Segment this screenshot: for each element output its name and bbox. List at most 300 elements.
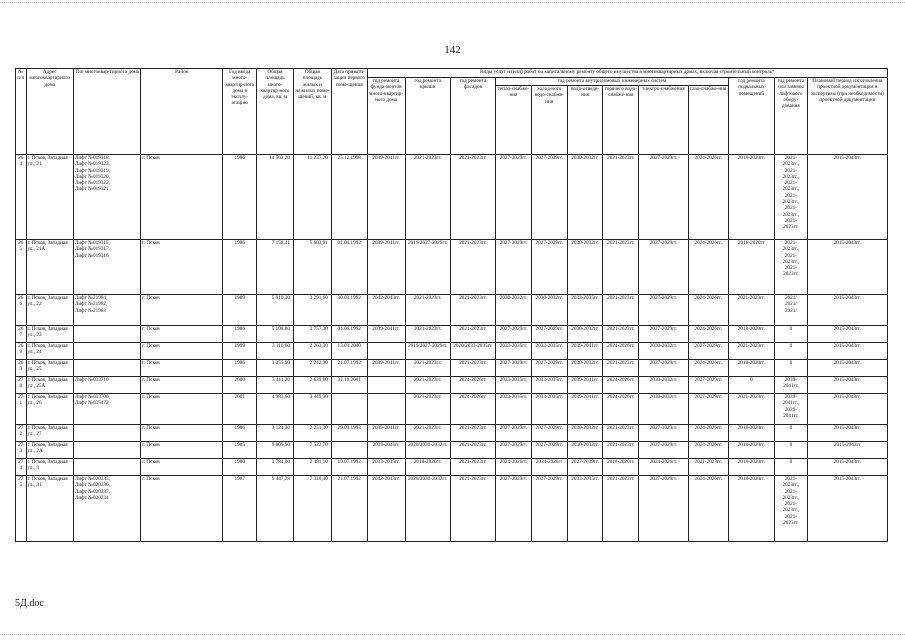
cell-cold-water: 2027-2029гг. bbox=[531, 476, 567, 542]
cell-heat: 2024-2026гг. bbox=[496, 459, 532, 476]
elevator-line: 2023гг., bbox=[782, 507, 800, 514]
elevator-line: 2041гг., bbox=[782, 400, 800, 407]
cell-date: 13.03.2000 bbox=[331, 343, 367, 360]
cell-address: г. Псков, Западная ул., 25 bbox=[26, 360, 73, 377]
lifts-line: Лифт №019320, bbox=[74, 173, 110, 180]
cell-district: г. Псков bbox=[141, 394, 223, 425]
cell-sewer: 2033-2035гг. bbox=[567, 295, 603, 326]
cell-basement: 2018-2020гг. bbox=[728, 326, 774, 343]
cell-date: 30.03.1992 bbox=[331, 295, 367, 326]
cell-electric: 2027-2029гг. bbox=[639, 240, 688, 295]
cell-sewer: 2039-2041гг. bbox=[567, 377, 603, 394]
cell-date: 01.04.1992 bbox=[331, 240, 367, 295]
cell-num: 267 bbox=[16, 326, 27, 343]
cell-foundation: 2039-2041гг. bbox=[367, 155, 405, 240]
cell-gas: 2021-2023гг. bbox=[688, 459, 728, 476]
cell-foundation: 2042-2043гг. bbox=[367, 295, 405, 326]
cell-elevator bbox=[775, 459, 808, 476]
header-living-area: Общая площадь жилых и нежилых поме-щений, кв. м bbox=[293, 69, 331, 155]
cell-basement: 2018-2020гг. bbox=[728, 425, 774, 442]
elevator-line: 2021/ bbox=[784, 307, 797, 314]
cell-elevator bbox=[775, 326, 808, 343]
cell-date bbox=[331, 442, 367, 459]
cell-basement: 2021-2023гг. bbox=[728, 295, 774, 326]
elevator-line: 2021/ bbox=[784, 295, 797, 301]
elevator-line: 2021- bbox=[784, 205, 797, 212]
cell-total: 3 411,20 bbox=[257, 377, 294, 394]
table-row bbox=[16, 377, 888, 394]
cell-gas: 2024-2026гг. bbox=[688, 442, 728, 459]
cell-basement: 2021-2023гг. bbox=[728, 343, 774, 360]
cell-address: г. Псков, Западная ул., 24 bbox=[26, 343, 73, 360]
header-basement: год ремонта подвальных помещений bbox=[728, 78, 774, 155]
cell-living: 2 639,80 bbox=[293, 377, 331, 394]
cell-year: 1986 bbox=[223, 240, 257, 295]
lifts-line: Лифт №020235, bbox=[74, 476, 110, 482]
cell-elevator bbox=[775, 425, 808, 442]
table-row bbox=[16, 326, 888, 343]
cell-address: г. Псков, Западная ул., 21 bbox=[26, 155, 73, 240]
cell-living: 7 522,70 bbox=[293, 442, 331, 459]
cell-roof: 2019/2027-2029гг. bbox=[405, 240, 450, 295]
cell-year: 1986 bbox=[223, 425, 257, 442]
cell-lifts bbox=[73, 240, 140, 295]
cell-address: г. Псков, Западная ул., 26 bbox=[26, 394, 73, 425]
header-privat-date: Дата привати-зации первого поме-щения bbox=[331, 69, 367, 155]
cell-hot-water: 2024-2026гг. bbox=[603, 394, 639, 425]
cell-total: 5 610,30 bbox=[257, 295, 294, 326]
cell-electric: 2027-2029гг. bbox=[639, 442, 688, 459]
cell-living: 3 449,90 bbox=[293, 394, 331, 425]
lifts-line: Лифт №019317, bbox=[74, 246, 110, 253]
cell-year: 1999 bbox=[223, 343, 257, 360]
cell-facade: 2021-2023гг. bbox=[450, 425, 495, 442]
cell-roof: 2020/2030-2032гг. bbox=[405, 476, 450, 542]
cell-gas: 2027-2029гг. bbox=[688, 394, 728, 425]
cell-roof: 2021-2023гг. bbox=[405, 295, 450, 326]
cell-total: 9 809,90 bbox=[257, 442, 294, 459]
cell-num: 272 bbox=[16, 425, 27, 442]
cell-num: 266 bbox=[16, 295, 27, 326]
cell-date: 29.09.1993 bbox=[331, 425, 367, 442]
cell-year: 1989 bbox=[223, 295, 257, 326]
header-year: Год ввода много-квартир-ного дома в эксплу-атацию bbox=[223, 69, 257, 155]
cell-heat: 2027-2029гг. bbox=[496, 326, 532, 343]
cell-total: 3 116,60 bbox=[257, 343, 294, 360]
cell-roof: 2021-2023гг. bbox=[405, 360, 450, 377]
lifts-line: Лифт №019318, bbox=[74, 155, 110, 161]
cell-roof: 2021-2023гг. bbox=[405, 377, 450, 394]
cell-hot-water: 2024-2026гг. bbox=[603, 377, 639, 394]
cell-planned: 2015-2043гг. bbox=[807, 476, 887, 542]
elevator-line: 2021- bbox=[784, 252, 797, 259]
cell-hot-water: 2021-2023гг. bbox=[603, 240, 639, 295]
cell-heat: 2027-2029гг. bbox=[496, 442, 532, 459]
cell-foundation: 2039-2041гг bbox=[367, 442, 405, 459]
lifts-line: Лифт №019321 bbox=[74, 186, 109, 193]
cell-heat: 2033-2035гг. bbox=[496, 343, 532, 360]
cell-electric: 2024-2026гг. bbox=[639, 459, 688, 476]
cell-electric: 2027-2029гг. bbox=[639, 476, 688, 542]
cell-district: г. Псков bbox=[141, 240, 223, 295]
cell-year: 1987 bbox=[223, 476, 257, 542]
header-systems-group: год ремонта внутридомовых инженерных систем bbox=[496, 78, 729, 86]
header-roof: год ремонта крыши bbox=[405, 78, 450, 155]
cell-address: г. Псков, Западная ул., 2А bbox=[26, 442, 73, 459]
header-sewer: водо-отведе-ния bbox=[567, 86, 603, 155]
elevator-line: 0 bbox=[789, 326, 793, 332]
cell-gas: 2024-2026гг. bbox=[688, 425, 728, 442]
header-facade: год ремонта фасадов bbox=[450, 78, 495, 155]
cell-sewer: 2030-2032гг. bbox=[567, 155, 603, 240]
lifts-line: Лифт №21984, bbox=[74, 295, 108, 301]
header-electric: электро-снабжения bbox=[639, 86, 688, 155]
cell-num: 264 bbox=[16, 155, 27, 240]
cell-num: 274 bbox=[16, 459, 27, 476]
cell-heat: 2027-2029гг. bbox=[496, 425, 532, 442]
cell-living: 2 263,30 bbox=[293, 343, 331, 360]
header-num: № п/п bbox=[16, 69, 27, 155]
cell-year: 1980 bbox=[223, 459, 257, 476]
cell-district: г. Псков bbox=[141, 295, 223, 326]
elevator-line: 2023гг., bbox=[782, 258, 800, 265]
cell-heat: 2027-2029гг. bbox=[496, 240, 532, 295]
cell-address: г. Псков, Западная ул., 3 bbox=[26, 459, 73, 476]
capital-repair-table bbox=[15, 68, 888, 542]
cell-electric: 2027-2029гг. bbox=[639, 295, 688, 326]
cell-hot-water: 2024-2026гг. bbox=[603, 343, 639, 360]
lifts-line: Лифт №020237, bbox=[74, 488, 110, 495]
header-heat: тепло-снабже-ния bbox=[496, 86, 532, 155]
table-row bbox=[16, 360, 888, 377]
cell-hot-water: 2021-2023гг. bbox=[603, 360, 639, 377]
cell-elevator bbox=[775, 343, 808, 360]
cell-sewer: 2039-2041гг. bbox=[567, 394, 603, 425]
elevator-line: 2023гг., bbox=[782, 173, 800, 180]
cell-district: г. Псков bbox=[141, 360, 223, 377]
cell-total: 4 983,60 bbox=[257, 394, 294, 425]
cell-gas: 2024-2026гг. bbox=[688, 240, 728, 295]
cell-sewer: 2033-2035гг. bbox=[567, 476, 603, 542]
cell-cold-water: 2033-2035гг. bbox=[531, 377, 567, 394]
elevator-line: 2021- bbox=[784, 217, 797, 224]
cell-heat: 2027-2029гг. bbox=[496, 476, 532, 542]
cell-district: г. Псков bbox=[141, 442, 223, 459]
header-cold-water: холод-ного водо-снабже-ния bbox=[531, 86, 567, 155]
cell-hot-water: 2021-2023гг. bbox=[603, 155, 639, 240]
cell-sewer: 2030-2032гг. bbox=[567, 326, 603, 343]
cell-year: 1986 bbox=[223, 360, 257, 377]
cell-basement: 0 bbox=[728, 377, 774, 394]
cell-electric: 2030-2032гг. bbox=[639, 394, 688, 425]
lifts-line: Лифт №21982, bbox=[74, 301, 108, 308]
cell-year: 1986 bbox=[223, 326, 257, 343]
cell-year: 1985 bbox=[223, 442, 257, 459]
header-works-group: Виды услуг и (или) работ по капитальному ремонту общего имущества в многоквартирных домах, включая строительный контроль* bbox=[367, 69, 887, 78]
cell-heat: 2033-2035гг. bbox=[496, 394, 532, 425]
cell-lifts bbox=[73, 326, 140, 343]
cell-foundation: 2039-2041гг. bbox=[367, 425, 405, 442]
cell-foundation bbox=[367, 377, 405, 394]
cell-heat: 2030-2032гг. bbox=[496, 295, 532, 326]
cell-num: 273 bbox=[16, 442, 27, 459]
cell-planned: 2015-2043гг. bbox=[807, 326, 887, 343]
cell-foundation bbox=[367, 343, 405, 360]
lifts-line: Лифт №019322, bbox=[74, 180, 110, 187]
lifts-line: Лифт №019323, bbox=[74, 161, 110, 168]
table-row bbox=[16, 240, 888, 295]
header-hot-water: горячего водо-снабже-ния bbox=[603, 86, 639, 155]
elevator-line: 2021- bbox=[784, 192, 797, 199]
elevator-line: 2021- bbox=[784, 180, 797, 187]
cell-heat: 2027-2029гг. bbox=[496, 155, 532, 240]
cell-elevator bbox=[775, 240, 808, 295]
cell-electric: 2030-2032гг. bbox=[639, 343, 688, 360]
cell-lifts bbox=[73, 442, 140, 459]
lifts-line: Лифт №033706, bbox=[74, 394, 110, 400]
elevator-line: 0 bbox=[789, 425, 793, 431]
lifts-line: Лифт №019315, bbox=[74, 240, 110, 246]
elevator-line: 2023гг., bbox=[782, 482, 800, 489]
elevator-line: 2021- bbox=[784, 167, 797, 174]
elevator-line: 2023гг. bbox=[783, 271, 799, 278]
elevator-line: 2021- bbox=[784, 501, 797, 508]
cell-sewer: 2030-2032гг. bbox=[567, 240, 603, 295]
cell-elevator bbox=[775, 360, 808, 377]
cell-hot-water: 2021-2023гг. bbox=[603, 295, 639, 326]
cell-electric: 2027-2029гг. bbox=[639, 425, 688, 442]
cell-facade: 2021-2023гг. bbox=[450, 295, 495, 326]
cell-address: г. Псков, Западная ул., 21А bbox=[26, 240, 73, 295]
table-row bbox=[16, 459, 888, 476]
cell-foundation: 2042-2043гг. bbox=[367, 476, 405, 542]
cell-cold-water: 2027-2029гг. bbox=[531, 240, 567, 295]
cell-cold-water: 2027-2029гг. bbox=[531, 326, 567, 343]
cell-cold-water: 2027-2029гг. bbox=[531, 425, 567, 442]
cell-living: 7 310,40 bbox=[293, 476, 331, 542]
cell-cold-water: 2027-2029гг. bbox=[531, 360, 567, 377]
cell-lifts bbox=[73, 155, 140, 240]
cell-elevator bbox=[775, 155, 808, 240]
cell-roof: 2019/2027-2029гг. bbox=[405, 343, 450, 360]
elevator-line: 2023гг., bbox=[782, 199, 800, 206]
lifts-line: Лифт №035472 bbox=[74, 400, 109, 407]
cell-gas: 2027-2029гг. bbox=[688, 343, 728, 360]
cell-date: 21.07.1992 bbox=[331, 360, 367, 377]
cell-district: г. Псков bbox=[141, 425, 223, 442]
scan-edge-bottom bbox=[0, 634, 905, 635]
cell-facade: 2021-2023гг. bbox=[450, 459, 495, 476]
cell-facade: 2021-2023гг. bbox=[450, 155, 495, 240]
cell-sewer: 2027-2029гг. bbox=[567, 459, 603, 476]
elevator-line: 2021- bbox=[784, 476, 797, 482]
elevator-line: 2021- bbox=[784, 155, 797, 161]
header-type: Тип многоквар-тирного дома bbox=[73, 69, 140, 155]
cell-district: г. Псков bbox=[141, 326, 223, 343]
cell-lifts bbox=[73, 295, 140, 326]
cell-gas: 2024-2026гг. bbox=[688, 326, 728, 343]
elevator-line: 2041гг. bbox=[783, 383, 799, 390]
cell-facade: 2021-2023гг. bbox=[450, 360, 495, 377]
cell-sewer: 2030-2032гг. bbox=[567, 442, 603, 459]
cell-foundation: 2039-2041гг. bbox=[367, 326, 405, 343]
cell-living: 5 603,91 bbox=[293, 240, 331, 295]
cell-electric: 2027-2029гг. bbox=[639, 360, 688, 377]
lifts-line: Лифт №033710 bbox=[74, 377, 109, 383]
cell-district: г. Псков bbox=[141, 155, 223, 240]
cell-hot-water: 2021-2023гг. bbox=[603, 442, 639, 459]
cell-district: г. Псков bbox=[141, 476, 223, 542]
lifts-line: Лифт №019316 bbox=[74, 252, 109, 259]
cell-total: 5 108,80 bbox=[257, 326, 294, 343]
cell-total: 9 447,28 bbox=[257, 476, 294, 542]
cell-cold-water: 2027-2029гг. bbox=[531, 442, 567, 459]
cell-electric: 2027-2029гг. bbox=[639, 326, 688, 343]
cell-cold-water: 2024-2026гг bbox=[531, 459, 567, 476]
cell-living: 2 251,30 bbox=[293, 425, 331, 442]
elevator-line: 2023гг., bbox=[782, 211, 800, 218]
cell-num: 271 bbox=[16, 394, 27, 425]
cell-cold-water: 2027-2029гг. bbox=[531, 155, 567, 240]
cell-planned: 2015-2043гг. bbox=[807, 240, 887, 295]
cell-basement: 2018-2020гг bbox=[728, 240, 774, 295]
cell-facade: 2021-2023гг. bbox=[450, 240, 495, 295]
cell-year: 2001 bbox=[223, 394, 257, 425]
cell-facade: 2021-2023гг. bbox=[450, 326, 495, 343]
cell-foundation: 2039-2041гг. bbox=[367, 240, 405, 295]
cell-living: 3 757,30 bbox=[293, 326, 331, 343]
cell-planned: 2015-2043гг. bbox=[807, 343, 887, 360]
cell-year: 2000 bbox=[223, 377, 257, 394]
cell-foundation bbox=[367, 394, 405, 425]
cell-sewer: 2030-2032гг. bbox=[567, 425, 603, 442]
cell-basement: 2021-2023гг. bbox=[728, 394, 774, 425]
cell-basement: 2018-2020гг. bbox=[728, 476, 774, 542]
elevator-line: 2021/ bbox=[784, 301, 797, 308]
cell-planned: 2015-2043гг. bbox=[807, 377, 887, 394]
cell-district: г. Псков bbox=[141, 343, 223, 360]
cell-basement: 2018-2020гг. bbox=[728, 459, 774, 476]
cell-electric: 2030-2032гг. bbox=[639, 377, 688, 394]
table-row bbox=[16, 442, 888, 459]
cell-date: 04.06.1992 bbox=[331, 326, 367, 343]
cell-date: 21.07.1992 bbox=[331, 476, 367, 542]
elevator-line: 2021- bbox=[784, 513, 797, 520]
elevator-line: 2023гг. bbox=[783, 520, 799, 527]
elevator-line: 0 bbox=[789, 360, 793, 366]
elevator-line: 2021- bbox=[784, 265, 797, 272]
cell-basement: 2018-2020гг. bbox=[728, 442, 774, 459]
cell-year: 1986 bbox=[223, 155, 257, 240]
elevator-line: 2021- bbox=[784, 488, 797, 495]
cell-facade: 2024-2026гг. bbox=[450, 377, 495, 394]
lifts-line: Лифт №019319, bbox=[74, 167, 110, 174]
scan-edge-top bbox=[0, 2, 905, 3]
cell-planned: 2015-2043гг. bbox=[807, 394, 887, 425]
cell-planned: 2015-2043гг. bbox=[807, 295, 887, 326]
cell-lifts bbox=[73, 394, 140, 425]
cell-planned: 2015-2043гг bbox=[807, 442, 887, 459]
cell-lifts bbox=[73, 343, 140, 360]
cell-cold-water: 2030-2032гг. bbox=[531, 295, 567, 326]
cell-living: 2 242,90 bbox=[293, 360, 331, 377]
cell-elevator bbox=[775, 377, 808, 394]
elevator-line: 2023гг., bbox=[782, 246, 800, 253]
cell-living: 3 291,60 bbox=[293, 295, 331, 326]
cell-lifts bbox=[73, 476, 140, 542]
elevator-line: 2039- bbox=[784, 406, 797, 413]
cell-elevator bbox=[775, 394, 808, 425]
cell-facade: 2020/2033-2035гг. bbox=[450, 343, 495, 360]
cell-cold-water: 2033-2035гг. bbox=[531, 343, 567, 360]
cell-gas: 2024-2026гг. bbox=[688, 155, 728, 240]
lifts-line: Лифт №21983 bbox=[74, 307, 107, 314]
cell-hot-water: 2021-2023гг. bbox=[603, 476, 639, 542]
elevator-line: 2041гг. bbox=[783, 412, 799, 419]
cell-planned: 2015-2043гг. bbox=[807, 459, 887, 476]
cell-planned: 2015-2043гг. bbox=[807, 425, 887, 442]
cell-num: 268 bbox=[16, 343, 27, 360]
cell-address: г. Псков, Западная ул., 22 bbox=[26, 295, 73, 326]
elevator-line: 0 bbox=[789, 459, 793, 465]
elevator-line: 2023гг., bbox=[782, 161, 800, 168]
table-row bbox=[16, 476, 888, 542]
cell-gas: 2024-2026гг. bbox=[688, 360, 728, 377]
table-body bbox=[16, 155, 888, 542]
cell-facade: 2021-2023гг. bbox=[450, 476, 495, 542]
cell-lifts bbox=[73, 360, 140, 377]
cell-elevator bbox=[775, 295, 808, 326]
cell-date: 31.10.2001 bbox=[331, 377, 367, 394]
cell-planned: 2015-2043гг. bbox=[807, 155, 887, 240]
cell-address: г. Псков, Западная ул., 23 bbox=[26, 326, 73, 343]
cell-planned: 2015-2043гг. bbox=[807, 360, 887, 377]
cell-num: 275 bbox=[16, 476, 27, 542]
elevator-line: 0 bbox=[789, 442, 793, 448]
cell-foundation: 2033-2035гг. bbox=[367, 459, 405, 476]
cell-living: 2 481,10 bbox=[293, 459, 331, 476]
cell-lifts bbox=[73, 459, 140, 476]
cell-heat: 2027-2029гг. bbox=[496, 360, 532, 377]
page-number: 142 bbox=[444, 44, 461, 56]
cell-roof: 2021-2023гг. bbox=[405, 425, 450, 442]
header-planned: Плановый период изготовления проектной документации и экспертизы (при необходимости) проектной документации bbox=[807, 78, 887, 155]
elevator-line: 2023гг. bbox=[783, 224, 799, 231]
cell-roof: 2018-2020гг. bbox=[405, 459, 450, 476]
elevator-line: 2023гг., bbox=[782, 186, 800, 193]
cell-facade: 2021-2023гг. bbox=[450, 442, 495, 459]
cell-gas: 2024-2026гг. bbox=[688, 476, 728, 542]
cell-total: 3 784,00 bbox=[257, 459, 294, 476]
cell-basement: 2018-2020гг. bbox=[728, 360, 774, 377]
cell-electric: 2027-2029гг. bbox=[639, 155, 688, 240]
header-district: Район bbox=[141, 69, 223, 155]
cell-total: 3 124,30 bbox=[257, 425, 294, 442]
header-elevator: год ремонта или замены лифтового обору-дования bbox=[775, 78, 808, 155]
cell-roof: 2021-2023гг. bbox=[405, 155, 450, 240]
footer-filename: 5Д.doc bbox=[15, 598, 44, 609]
cell-sewer: 2030-2032гг. bbox=[567, 360, 603, 377]
cell-gas: 2027-2029гг. bbox=[688, 377, 728, 394]
cell-date bbox=[331, 394, 367, 425]
table-row bbox=[16, 425, 888, 442]
cell-heat: 2033-2035гг. bbox=[496, 377, 532, 394]
cell-address: г. Псков, Западная ул., 25А bbox=[26, 377, 73, 394]
cell-total: 14 562,20 bbox=[257, 155, 294, 240]
cell-gas: 2024-2026гг. bbox=[688, 295, 728, 326]
lifts-line: Лифт №020236, bbox=[74, 482, 110, 489]
cell-num: 270 bbox=[16, 377, 27, 394]
